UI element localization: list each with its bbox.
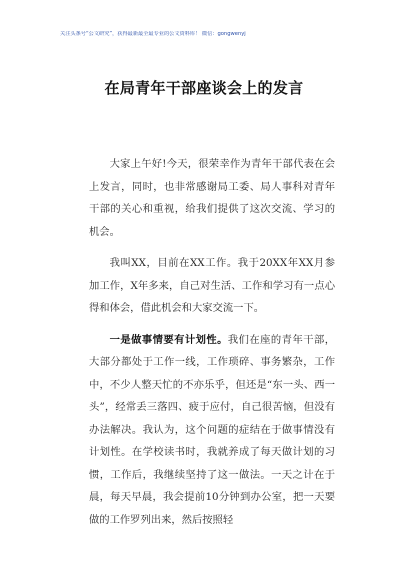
paragraph-point-one — [89, 329, 335, 532]
header-note: 关注头条号“公文研究”，获得最新最全最专业的公文资料库！ 微信：gongwenyj — [60, 31, 246, 37]
paragraph-text: 我们在座的青年干部，大部分都处于工作一线，工作琐碎、事务繁杂，工作中，不少人整天忙的不亦乐乎，但还是“东一头、西一头”，经常丢三落四、疲于应付，自己很苦恼，但没有办法解决。我认为，这个问题的症结在于做事情没有计划性。在学校读书时，我就养成了每天做计划的习惯，工作后，我继续坚持了这一做法。一天之计在于晨，每天早晨，我会提前10分钟到办公室，把一天要做的工作罗列出来，然后按照轻 — [89, 333, 336, 526]
paragraph-text: 我叫XX，目前在XX工作。我于20XX年XX月参加工作，X年多来，自己对生活、工作和学习有一点心得和体会，借此机会和大家交流一下。 — [89, 257, 335, 314]
paragraph-text: 大家上午好!今天，很荣幸作为青年干部代表在会上发言，同时，也非常感谢局工委、局人事科对青年干部的关心和重视，给我们提供了这次交流、学习的机会。 — [89, 158, 335, 238]
paragraph-introduction — [89, 252, 335, 320]
paragraph-greeting — [89, 153, 335, 243]
paragraph-lead: 一是做事情要有计划性。 — [109, 333, 228, 346]
document-body — [89, 153, 335, 540]
document-title: 在局青年干部座谈会上的发言 — [104, 79, 304, 97]
